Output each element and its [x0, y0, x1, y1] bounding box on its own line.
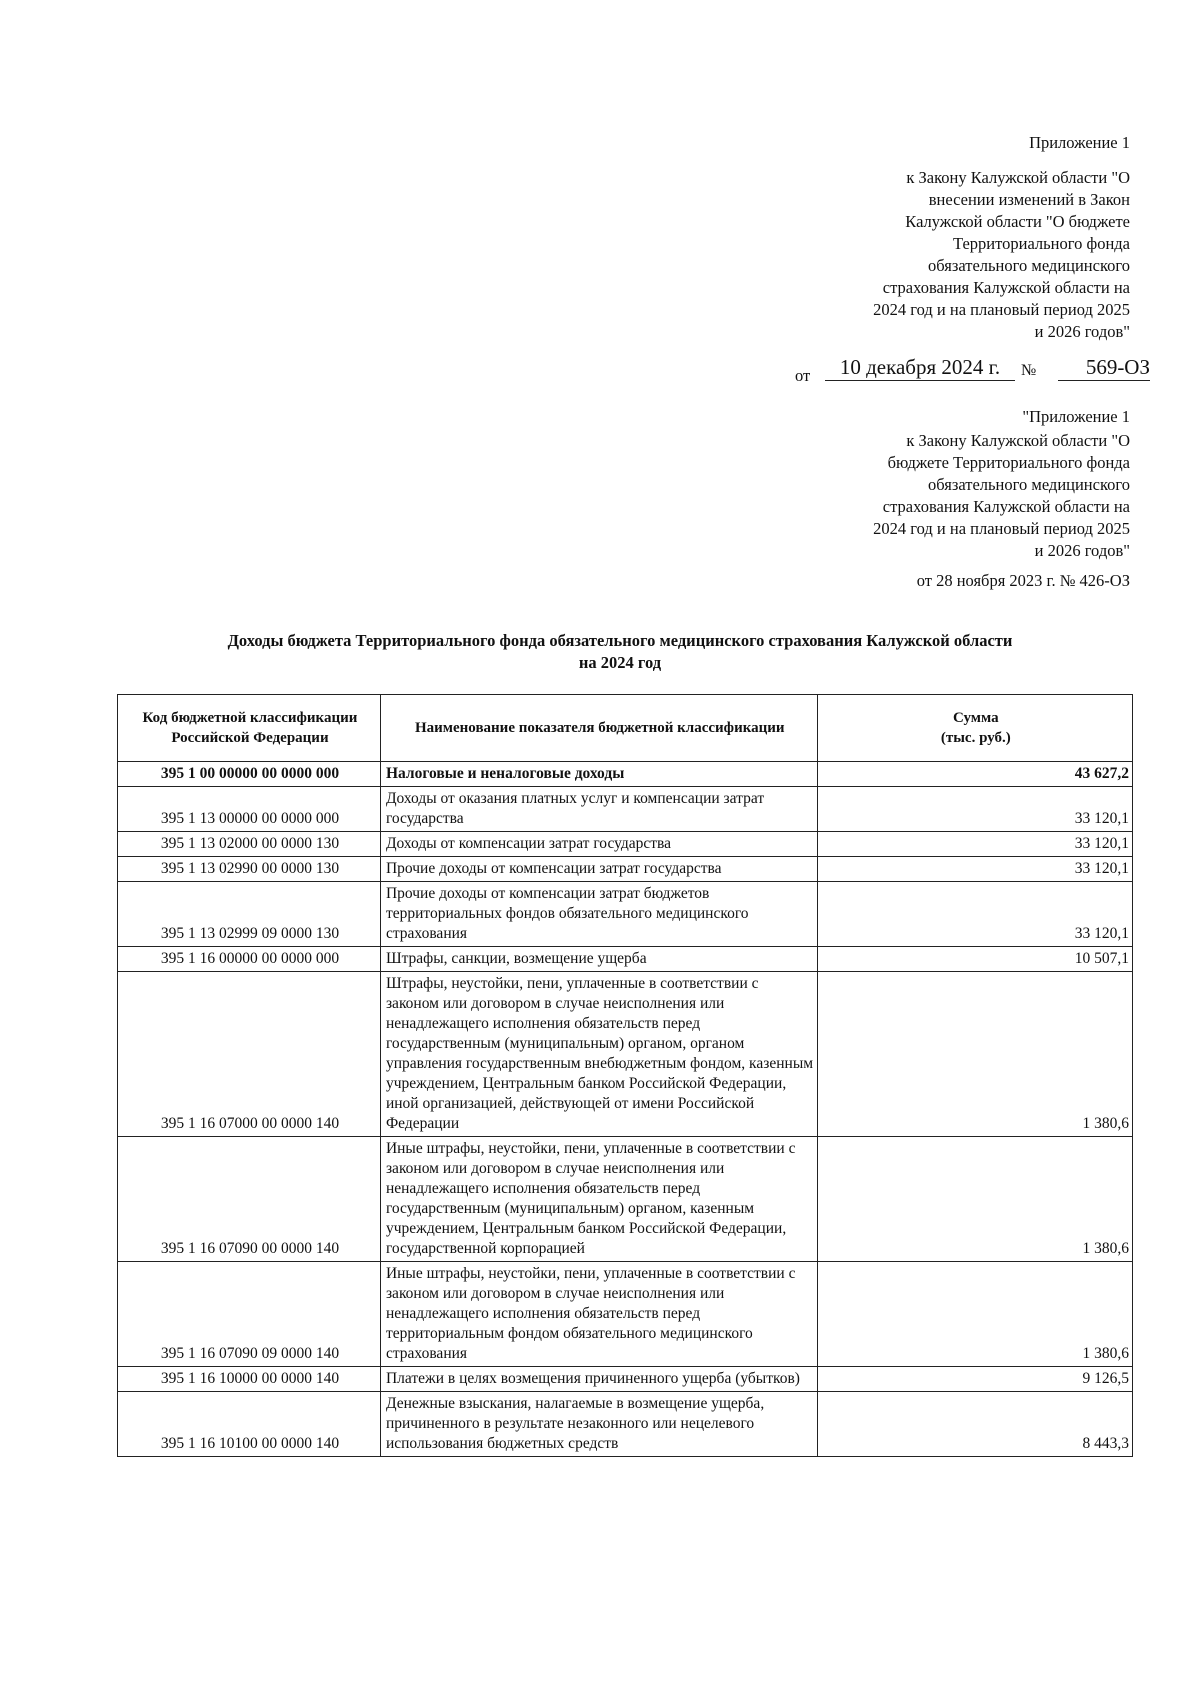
law-number: 569-ОЗ [1058, 354, 1150, 381]
sum-cell: 43 627,2 [817, 762, 1132, 787]
appendix-line: внесении изменений в Закон [928, 190, 1130, 209]
sum-cell: 33 120,1 [817, 882, 1132, 947]
title-line: на 2024 год [578, 653, 662, 672]
appendix-header [820, 132, 1130, 343]
original-appendix-line: 2024 год и на плановый период 2025 [873, 519, 1130, 538]
table-row [118, 972, 1133, 1137]
original-appendix-line: обязательного медицинского [928, 475, 1130, 494]
code-cell: 395 1 16 07090 00 0000 140 [118, 1137, 381, 1262]
name-cell: Иные штрафы, неустойки, пени, уплаченные в соответствии с законом или договором в случае неисполнения или ненадлежащего исполнения обязательств перед государственным (муниципальным) органом, казенным учреждением, Центральным банком Российской Федерации, государственной корпорацией [380, 1137, 817, 1262]
number-sign: № [1021, 362, 1037, 379]
income-table [117, 694, 1133, 1457]
page-title [120, 630, 1120, 674]
header-line: Российской Федерации [171, 730, 329, 746]
column-header-code [118, 695, 381, 762]
table-row [118, 1137, 1133, 1262]
sum-cell: 1 380,6 [817, 972, 1132, 1137]
code-cell: 395 1 16 00000 00 0000 000 [118, 947, 381, 972]
table-row [118, 1367, 1133, 1392]
from-label: от [795, 366, 811, 385]
column-header-sum [817, 695, 1132, 762]
sum-cell: 33 120,1 [817, 787, 1132, 832]
table-row [118, 1262, 1133, 1367]
code-cell: 395 1 13 02990 00 0000 130 [118, 857, 381, 882]
code-cell: 395 1 16 10000 00 0000 140 [118, 1367, 381, 1392]
original-appendix-line: к Закону Калужской области "О [906, 431, 1130, 450]
law-date-number [795, 354, 1165, 384]
name-cell: Доходы от оказания платных услуг и компенсации затрат государства [380, 787, 817, 832]
header-line: Сумма [953, 710, 999, 726]
title-line: Доходы бюджета Территориального фонда обязательного медицинского страхования Калужской области [227, 631, 1013, 650]
code-cell: 395 1 13 02000 00 0000 130 [118, 832, 381, 857]
table-row [118, 1392, 1133, 1457]
header-line: Код бюджетной классификации [142, 710, 358, 726]
name-cell: Прочие доходы от компенсации затрат государства [380, 857, 817, 882]
code-cell: 395 1 13 02999 09 0000 130 [118, 882, 381, 947]
appendix-line: обязательного медицинского [928, 256, 1130, 275]
appendix-line: к Закону Калужской области "О [906, 168, 1130, 187]
table-row [118, 787, 1133, 832]
column-header-name: Наименование показателя бюджетной классификации [380, 695, 817, 762]
code-cell: 395 1 00 00000 00 0000 000 [118, 762, 381, 787]
name-cell: Иные штрафы, неустойки, пени, уплаченные в соответствии с законом или договором в случае неисполнения или ненадлежащего исполнения обязательств перед территориальным фондом обязательного медицинского страхования [380, 1262, 817, 1367]
header-line: (тыс. руб.) [940, 730, 1011, 746]
appendix-line: и 2026 годов" [1034, 322, 1130, 341]
original-appendix-header [820, 406, 1130, 592]
table-body [118, 762, 1133, 1457]
law-date: 10 декабря 2024 г. [825, 354, 1015, 381]
name-cell: Доходы от компенсации затрат государства [380, 832, 817, 857]
original-appendix-line: и 2026 годов" [1034, 541, 1130, 560]
table-row [118, 882, 1133, 947]
sum-cell: 9 126,5 [817, 1367, 1132, 1392]
table-row [118, 832, 1133, 857]
code-cell: 395 1 13 00000 00 0000 000 [118, 787, 381, 832]
original-appendix-date: от 28 ноября 2023 г. № 426-ОЗ [916, 571, 1130, 590]
name-cell: Штрафы, неустойки, пени, уплаченные в соответствии с законом или договором в случае неисполнения или ненадлежащего исполнения обязательств перед государственным (муниципальным) органом, органом управления государственным внебюджетным фондом, казенным учреждением, Центральным банком Российской Федерации, иной организацией, действующей от имени Российской Федерации [380, 972, 817, 1137]
name-cell: Платежи в целях возмещения причиненного ущерба (убытков) [380, 1367, 817, 1392]
code-cell: 395 1 16 07000 00 0000 140 [118, 972, 381, 1137]
table-row [118, 857, 1133, 882]
appendix-line: Калужской области "О бюджете [905, 212, 1130, 231]
appendix-title: Приложение 1 [1029, 133, 1130, 152]
code-cell: 395 1 16 10100 00 0000 140 [118, 1392, 381, 1457]
sum-cell: 10 507,1 [817, 947, 1132, 972]
sum-cell: 1 380,6 [817, 1137, 1132, 1262]
sum-cell: 33 120,1 [817, 832, 1132, 857]
sum-cell: 33 120,1 [817, 857, 1132, 882]
table-row [118, 947, 1133, 972]
code-cell: 395 1 16 07090 09 0000 140 [118, 1262, 381, 1367]
name-cell: Прочие доходы от компенсации затрат бюджетов территориальных фондов обязательного медицинского страхования [380, 882, 817, 947]
appendix-line: Территориального фонда [953, 234, 1130, 253]
table-row [118, 762, 1133, 787]
name-cell: Налоговые и неналоговые доходы [380, 762, 817, 787]
appendix-line: страхования Калужской области на [882, 278, 1130, 297]
appendix-line: 2024 год и на плановый период 2025 [873, 300, 1130, 319]
original-appendix-line: бюджете Территориального фонда [887, 453, 1130, 472]
sum-cell: 1 380,6 [817, 1262, 1132, 1367]
table-header-row [118, 695, 1133, 762]
sum-cell: 8 443,3 [817, 1392, 1132, 1457]
name-cell: Штрафы, санкции, возмещение ущерба [380, 947, 817, 972]
name-cell: Денежные взыскания, налагаемые в возмещение ущерба, причиненного в результате незаконного или нецелевого использования бюджетных средств [380, 1392, 817, 1457]
original-appendix-title: "Приложение 1 [1022, 407, 1130, 426]
original-appendix-line: страхования Калужской области на [882, 497, 1130, 516]
